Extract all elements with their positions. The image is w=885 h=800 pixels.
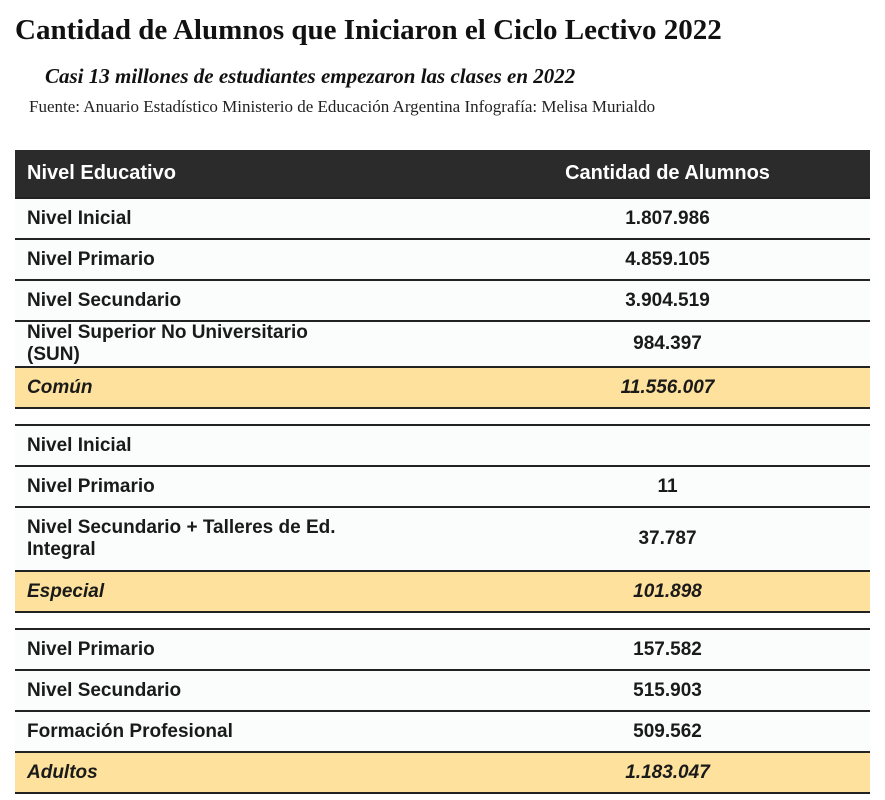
row-value: 515.903 <box>633 679 702 701</box>
row-label: Nivel Secundario <box>27 679 182 701</box>
table-header <box>15 150 870 199</box>
row-value: 509.562 <box>633 720 702 742</box>
total-row <box>15 753 870 794</box>
total-label: Común <box>27 376 93 398</box>
row-label: Nivel Primario <box>27 638 155 660</box>
column-header-count: Cantidad de Alumnos <box>565 162 770 184</box>
row-value: 4.859.105 <box>625 248 710 270</box>
table-row <box>15 199 870 240</box>
row-value: 11 <box>657 475 678 497</box>
table-group-adultos <box>15 628 870 794</box>
row-label: Nivel Secundario + Talleres de Ed. Integral <box>27 517 336 560</box>
row-value: 37.787 <box>638 528 697 549</box>
page-title: Cantidad de Alumnos que Iniciaron el Ciclo Lectivo 2022 <box>15 14 722 46</box>
total-label: Adultos <box>27 761 98 783</box>
row-label: Nivel Primario <box>27 248 155 270</box>
row-label: Nivel Secundario <box>27 289 182 311</box>
page-subtitle: Casi 13 millones de estudiantes empezaron las clases en 2022 <box>45 64 576 88</box>
total-label: Especial <box>27 580 105 602</box>
row-value: 3.904.519 <box>625 289 710 311</box>
table-row <box>15 281 870 322</box>
students-table <box>15 150 870 794</box>
table-row <box>15 712 870 753</box>
table-row <box>15 467 870 508</box>
row-label: Nivel Superior No Universitario (SUN) <box>27 322 308 365</box>
row-value: 157.582 <box>633 638 702 660</box>
table-row <box>15 426 870 467</box>
total-value: 101.898 <box>633 580 702 602</box>
table-group-comun <box>15 199 870 409</box>
table-row <box>15 240 870 281</box>
table-row <box>15 630 870 671</box>
row-label: Nivel Primario <box>27 475 155 497</box>
table-group-especial <box>15 424 870 613</box>
source-note: Fuente: Anuario Estadístico Ministerio de Educación Argentina Infografía: Melisa Murialdo <box>29 97 656 116</box>
row-value: 984.397 <box>633 333 702 354</box>
total-row <box>15 572 870 613</box>
total-value: 1.183.047 <box>625 761 710 783</box>
row-value: 1.807.986 <box>625 207 710 229</box>
total-value: 11.556.007 <box>620 376 715 398</box>
row-label: Formación Profesional <box>27 720 233 742</box>
row-label: Nivel Inicial <box>27 207 132 229</box>
table-row <box>15 322 870 368</box>
row-label: Nivel Inicial <box>27 434 132 456</box>
table-row <box>15 508 870 572</box>
column-header-level: Nivel Educativo <box>27 162 176 184</box>
table-row <box>15 671 870 712</box>
total-row <box>15 368 870 409</box>
